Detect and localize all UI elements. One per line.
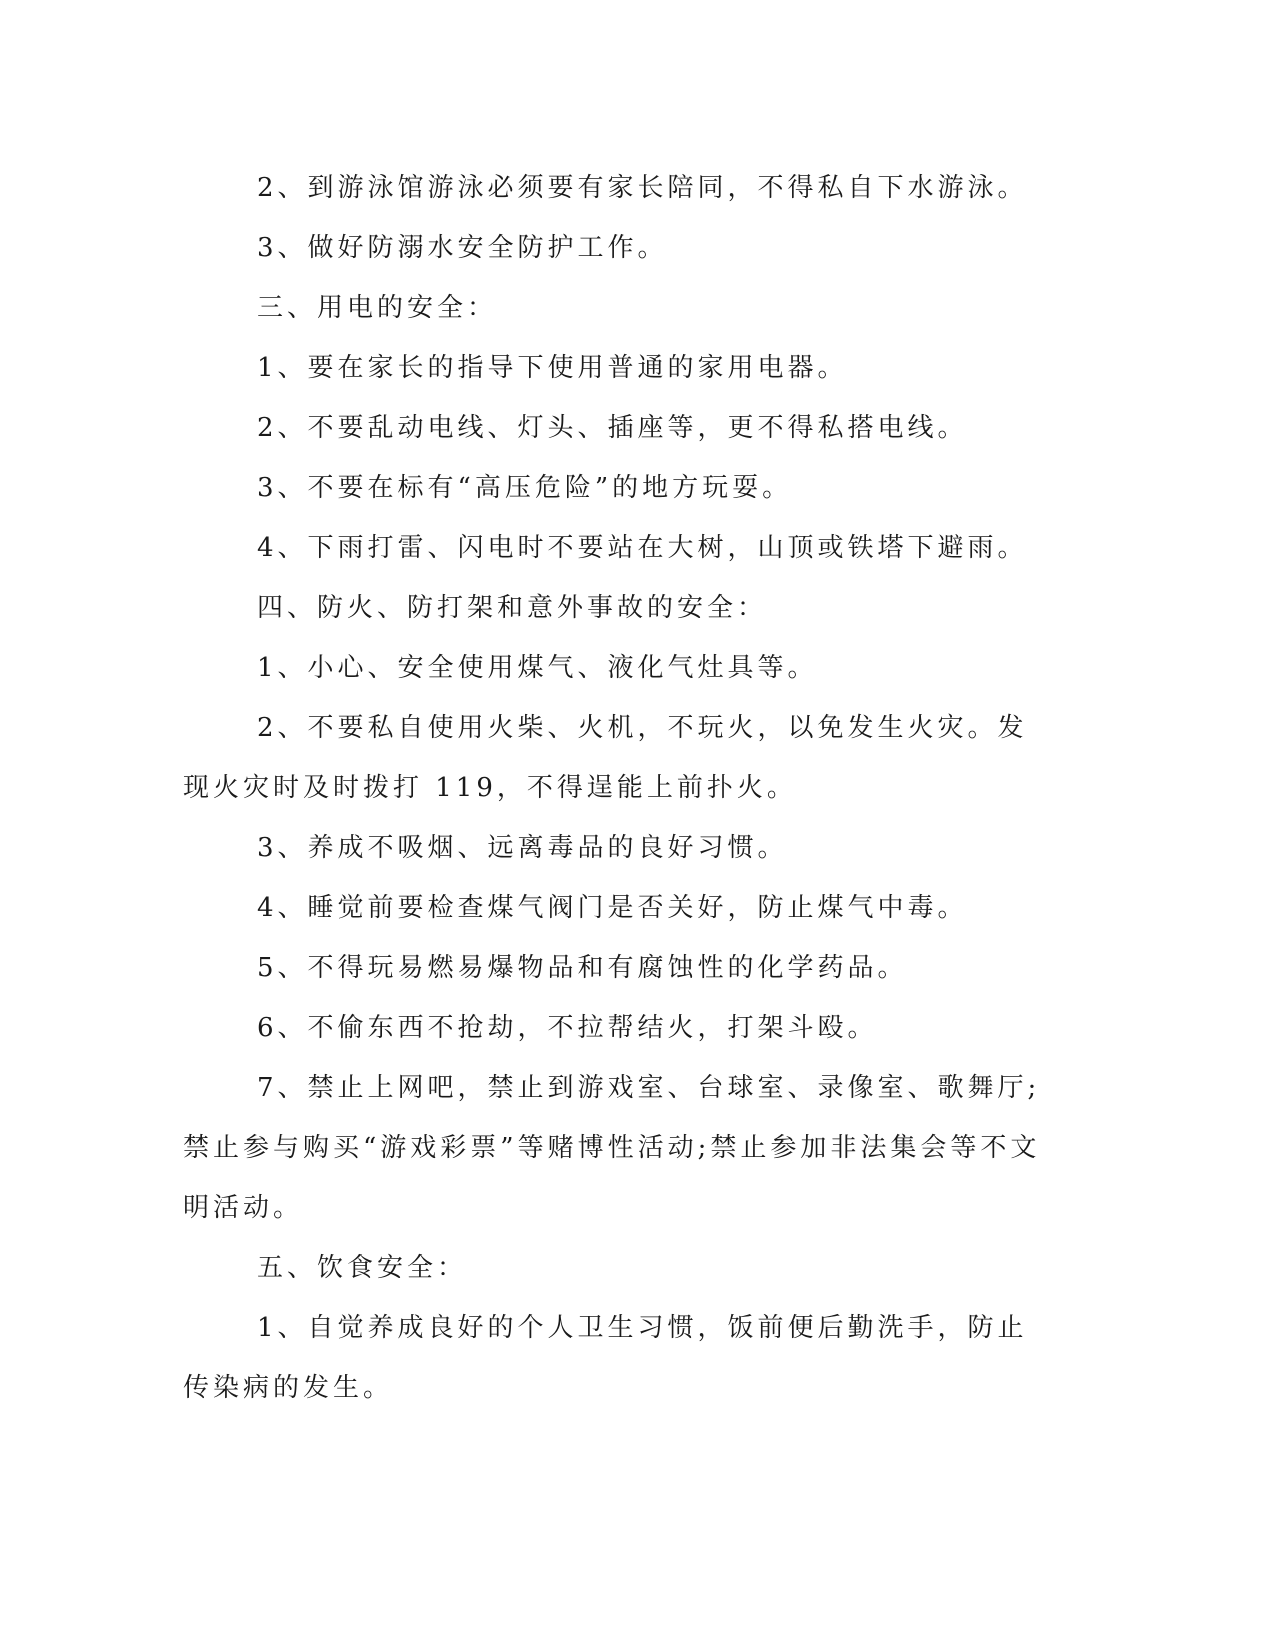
section-heading-electricity: 三、用电的安全： <box>257 293 498 323</box>
paragraph-hygiene: 1、自觉养成良好的个人卫生习惯，饭前便后勤洗手，防止传染病的发生。 <box>183 1313 1028 1403</box>
paragraph-flammables: 5、不得玩易燃易爆物品和有腐蚀性的化学药品。 <box>257 953 908 983</box>
paragraph-wires: 2、不要乱动电线、灯头、插座等，更不得私搭电线。 <box>257 413 968 443</box>
paragraph-thunderstorm: 4、下雨打雷、闪电时不要站在大树，山顶或铁塔下避雨。 <box>257 533 1028 563</box>
paragraph-prohibited-places: 7、禁止上网吧，禁止到游戏室、台球室、录像室、歌舞厅;禁止参与购买“游戏彩票”等赌博性活动;禁止参加非法集会等不文明活动。 <box>183 1073 1041 1223</box>
paragraph-appliances: 1、要在家长的指导下使用普通的家用电器。 <box>257 353 848 383</box>
paragraph-matches-fire: 2、不要私自使用火柴、火机，不玩火，以免发生火灾。发现火灾时及时拨打 119，不得逞能上前扑火。 <box>183 713 1028 803</box>
paragraph-drowning-protection: 3、做好防溺水安全防护工作。 <box>257 233 668 263</box>
paragraph-high-voltage: 3、不要在标有“高压危险”的地方玩耍。 <box>257 473 793 503</box>
document-body <box>183 158 1053 1418</box>
paragraph-no-stealing: 6、不偷东西不抢劫，不拉帮结火，打架斗殴。 <box>257 1013 878 1043</box>
section-heading-fire-fighting-accidents: 四、防火、防打架和意外事故的安全： <box>257 593 768 623</box>
paragraph-no-smoking: 3、养成不吸烟、远离毒品的良好习惯。 <box>257 833 788 863</box>
paragraph-gas-stove: 1、小心、安全使用煤气、液化气灶具等。 <box>257 653 818 683</box>
section-heading-food-safety: 五、饮食安全： <box>257 1253 468 1283</box>
paragraph-swimming-parent: 2、到游泳馆游泳必须要有家长陪同，不得私自下水游泳。 <box>257 173 1028 203</box>
paragraph-gas-valve: 4、睡觉前要检查煤气阀门是否关好，防止煤气中毒。 <box>257 893 968 923</box>
